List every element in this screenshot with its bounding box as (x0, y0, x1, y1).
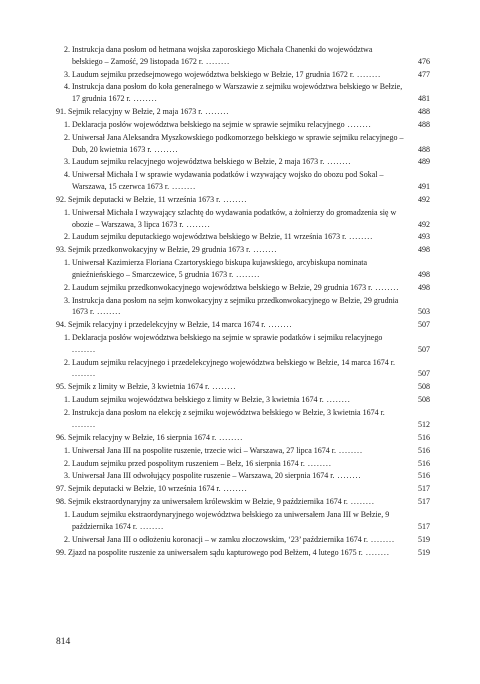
toc-subentry (56, 332, 430, 355)
toc-page-number: 489 (418, 157, 430, 167)
toc-page-number: 492 (418, 194, 430, 204)
dot-leader: ........ (202, 107, 230, 117)
dot-leader: ........ (346, 232, 374, 242)
toc-entry-title: 2. Uniwersał Jana Aleksandra Myszkowskiego podkomorzego bełskiego w sprawie sejmiku relacyjnego – Dub, 20 kwietnia 1673 r. (64, 132, 404, 154)
toc-entry-title: 1. Uniwersał Michała I wzywający szlachtę do wydawania podatków, a żołnierzy do gromadzenia się w obozie – Warszawa, 3 lipca 1673 r. (64, 207, 397, 229)
toc-entry-title: 1. Laudum sejmiku ekstraordynaryjnego województwa bełskiego za uniwersałem Jana III w Bełzie, 9 października 1674 r. (64, 510, 390, 531)
dot-leader: ........ (233, 269, 261, 279)
toc-entry-title: 2. Laudum sejmiku przedkonwokacyjnego województwa bełskiego w Bełzie, 29 grudnia 1673 r. (64, 282, 373, 292)
dot-leader: ........ (220, 194, 248, 204)
toc-subentry (56, 119, 430, 131)
toc-page-number: 516 (418, 458, 430, 468)
toc-page-number: 508 (418, 382, 430, 392)
dot-leader: ........ (323, 395, 351, 405)
dot-leader: ........ (336, 445, 363, 455)
toc-subentry (56, 44, 430, 67)
toc-page-number: 507 (418, 344, 430, 354)
dot-leader: ........ (94, 307, 122, 317)
toc-page-number: 516 (418, 445, 430, 455)
toc-entry-title: 95. Sejmik z limity w Bełzie, 3 kwietnia 1674 r. (56, 382, 210, 392)
toc-entry-title: 96. Sejmik relacyjny w Bełzie, 16 sierpnia 1674 r. (56, 432, 217, 442)
toc-page-number: 507 (418, 320, 430, 330)
toc-entry-title: 3. Laudum sejmiku przedsejmowego województwa bełskiego w Bełzie, 17 grudnia 1672 r. (64, 69, 355, 79)
toc-entry-title: 1. Laudum sejmiku województwa bełskiego z limity w Bełzie, 3 kwietnia 1674 r. (64, 395, 324, 405)
dot-leader: ........ (334, 471, 362, 481)
toc-entry-title: 2. Laudum sejmiku deputackiego województwa bełskiego w Bełzie, 11 września 1673 r. (64, 232, 347, 242)
dot-leader: ........ (209, 382, 237, 392)
dot-leader: ........ (265, 320, 293, 330)
toc-entry-title: 92. Sejmik deputacki w Bełzie, 11 września 1673 r. (56, 194, 221, 204)
toc-entry-title: 3. Uniwersał Jana III odwołujący pospolite ruszenie – Warszawa, 20 sierpnia 1674 r. (64, 471, 335, 481)
dot-leader: ........ (367, 534, 395, 544)
dot-leader: ........ (183, 219, 211, 229)
toc-entry-title: 91. Sejmik relacyjny w Bełzie, 2 maja 1673 r. (56, 107, 203, 117)
toc-entry-title: 99. Zjazd na pospolite ruszenie za uniwersałem sądu kapturowego pod Bełżem, 4 lutego 1675 r. (56, 547, 363, 557)
dot-leader: ........ (72, 369, 96, 379)
toc-section-entry (56, 244, 430, 256)
toc-entry-title: 3. Instrukcja dana posłom na sejm konwokacyjny z sejmiku przedkonwokacyjnego w Bełzie, 29 grudnia 1673 r. (64, 295, 399, 317)
toc-entry-title: 2. Laudum sejmiku relacyjnego i przedelekcyjnego województwa bełskiego w Bełzie, 14 marca 1674 r. (64, 357, 396, 367)
toc-subentry (56, 69, 430, 81)
toc-page-number: 488 (418, 119, 430, 129)
toc-subentry (56, 295, 430, 318)
toc-section-entry (56, 547, 430, 559)
toc-page-number: 516 (418, 471, 430, 481)
page-number: 814 (56, 637, 71, 647)
toc-entry-title: 93. Sejmik przedkonwokacyjny w Bełzie, 29 grudnia 1673 r. (56, 245, 251, 255)
dot-leader: ........ (216, 432, 244, 442)
toc-page-number: 488 (418, 144, 430, 154)
toc-subentry (56, 257, 430, 280)
toc-page-number: 492 (418, 219, 430, 229)
toc-entry-title: 97. Sejmik deputacki w Bełzie, 10 września 1674 r. (56, 484, 221, 494)
toc-page-number: 493 (418, 232, 430, 242)
toc-page-number: 498 (418, 245, 430, 255)
toc-page-number: 519 (418, 547, 430, 557)
toc-section-entry (56, 381, 430, 393)
toc-entry-title: 1. Deklaracja posłów województwa bełskiego na sejmie w sprawie sejmiku relacyjnego (64, 119, 345, 129)
toc-entry-title: 3. Laudum sejmiku relacyjnego województwa bełskiego w Bełzie, 2 maja 1673 r. (64, 157, 325, 167)
dot-leader: ........ (72, 419, 96, 429)
toc-page-number: 491 (418, 182, 430, 192)
dot-leader: ........ (151, 144, 179, 154)
toc-subentry (56, 394, 430, 406)
dot-leader: ........ (169, 182, 197, 192)
toc-section-entry (56, 319, 430, 331)
toc-subentry (56, 156, 430, 168)
toc-section-entry (56, 194, 430, 206)
toc-section-entry (56, 106, 430, 118)
toc-page-number: 498 (418, 269, 430, 279)
dot-leader: ........ (362, 547, 390, 557)
toc-section-entry (56, 483, 430, 495)
toc-subentry (56, 445, 430, 457)
toc-subentry (56, 357, 430, 380)
dot-leader: ........ (203, 56, 231, 66)
dot-leader: ........ (130, 94, 158, 104)
toc-subentry (56, 81, 430, 104)
toc-entry-title: 2. Laudum sejmiku przed pospolitym ruszeniem – Bełz, 16 sierpnia 1674 r. (64, 458, 305, 468)
toc-subentry (56, 407, 430, 430)
dot-leader: ........ (344, 119, 372, 129)
toc-page-number: 507 (418, 369, 430, 379)
toc-entry-title: 2. Instrukcja dana posłom na elekcję z sejmiku województwa bełskiego w Bełzie, 3 kwietnia 1674 r. (64, 408, 385, 418)
toc-entry-title: 2. Uniwersał Jana III o odłożeniu koronacji – w zamku złoczowskim, ‘23’ października 1674 r. (64, 534, 368, 544)
toc-subentry (56, 169, 430, 192)
toc-subentry (56, 458, 430, 470)
dot-leader: ........ (347, 497, 375, 507)
dot-leader: ........ (304, 458, 332, 468)
toc-page-number: 476 (418, 56, 430, 66)
toc-section-entry (56, 496, 430, 508)
dot-leader: ........ (220, 484, 248, 494)
toc-subentry (56, 207, 430, 230)
dot-leader: ........ (324, 157, 352, 167)
toc-page-number: 512 (418, 419, 430, 429)
toc-entry-title: 1. Uniwersał Kazimierza Floriana Czartoryskiego biskupa kujawskiego, arcybiskupa nominata gnieźnieńskiego – Smarczewice, 5 grudnia 1673 r. (64, 258, 368, 279)
toc-page-number: 519 (418, 534, 430, 544)
toc-section-entry (56, 432, 430, 444)
dot-leader: ........ (137, 521, 165, 531)
toc-page-number: 517 (418, 521, 430, 531)
toc-subentry (56, 282, 430, 294)
dot-leader: ........ (72, 344, 96, 354)
toc-page-number: 503 (418, 307, 430, 317)
toc-subentry (56, 509, 430, 532)
toc-page-number: 498 (418, 282, 430, 292)
dot-leader: ........ (372, 282, 400, 292)
toc-page-number: 481 (418, 94, 430, 104)
dot-leader: ........ (354, 69, 382, 79)
toc-page-number: 516 (418, 432, 430, 442)
toc-entry-title: 98. Sejmik ekstraordynaryjny za uniwersałem królewskim w Bełzie, 9 października 1674 r. (56, 497, 348, 507)
toc-page-number: 477 (418, 69, 430, 79)
toc-entry-title: 94. Sejmik relacyjny i przedelekcyjny w Bełzie, 14 marca 1674 r. (56, 320, 266, 330)
toc-entry-title: 4. Uniwersał Michała I w sprawie wydawania podatków i wzywający wojsko do obozu pod Sokal – Warszawa, 15 czerwca 1673 r. (64, 170, 384, 192)
toc-page-number: 517 (418, 484, 430, 494)
dot-leader: ........ (250, 245, 278, 255)
toc-entry-title: 2. Instrukcja dana posłom od hetmana wojska zaporoskiego Michała Chanenki do województwa bełskiego – Zamość, 29 listopada 1672 r. (64, 45, 373, 66)
toc-entry-title: 1. Deklaracja posłów województwa bełskiego na sejmie w sprawie podatków i sejmiku relacyjnego (64, 333, 383, 343)
toc-subentry (56, 231, 430, 243)
toc-page-number: 508 (418, 395, 430, 405)
toc-subentry (56, 470, 430, 482)
toc-page-number: 517 (418, 497, 430, 507)
toc-subentry (56, 534, 430, 546)
toc-subentry (56, 132, 430, 155)
toc-page-number: 488 (418, 107, 430, 117)
toc-entry-title: 1. Uniwersał Jana III na pospolite ruszenie, trzecie wici – Warszawa, 27 lipca 1674 r. (64, 445, 336, 455)
toc-entry-title: 4. Instrukcja dana posłom do koła generalnego w Warszawie z sejmiku województwa bełskiego w Bełzie, 17 grudnia 1672 r. (64, 82, 403, 104)
table-of-contents (56, 44, 430, 558)
